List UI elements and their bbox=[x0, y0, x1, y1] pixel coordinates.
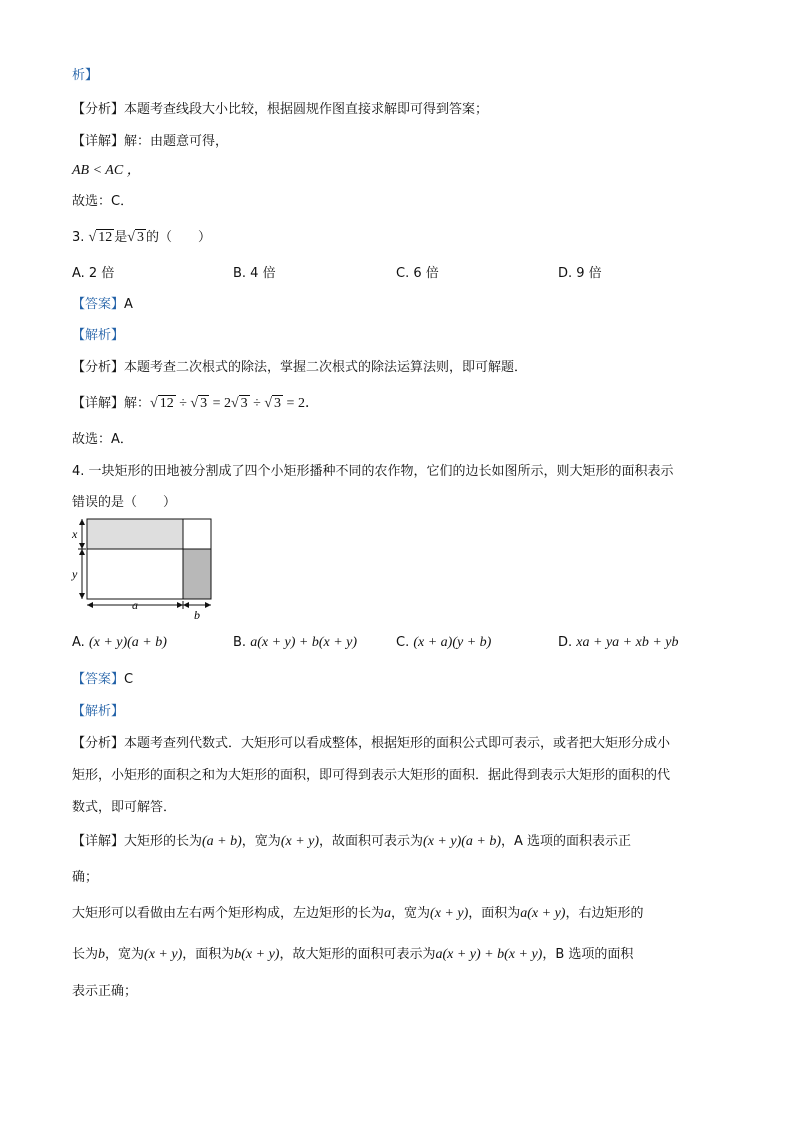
q4-analysis-1: 【分析】本题考查列代数式．大矩形可以看成整体，根据矩形的面积公式即可表示，或者把大矩形分成小 bbox=[72, 736, 671, 751]
q4-detail-3: 大矩形可以看做由左右两个矩形构成，左边矩形的长为a，宽为(x + y)，面积为a(x + y)，右边矩形的 bbox=[72, 906, 644, 921]
q3-jiexi: 【解析】 bbox=[72, 328, 125, 343]
sqrt-3: √ 3 bbox=[127, 230, 144, 245]
q3-detail: 【详解】解：√ 12 ÷ √ 3 = 2√ 3 ÷ √ 3 = 2． bbox=[72, 396, 319, 411]
q3-choice: 故选：A． bbox=[72, 432, 133, 447]
q4-detail-2: 确； bbox=[72, 870, 99, 885]
q3-analysis: 【分析】本题考查二次根式的除法，掌握二次根式的除法运算法则，即可解题． bbox=[72, 360, 528, 375]
bottom-right-rect bbox=[183, 549, 211, 599]
question-3: 3. √ 12 是√ 3 的（ ） bbox=[72, 230, 211, 245]
inequality: AB < AC ， bbox=[72, 163, 141, 178]
label-y: y bbox=[72, 567, 78, 581]
label-b: b bbox=[194, 608, 200, 622]
analysis-prev: 【分析】本题考查线段大小比较，根据圆规作图直接求解即可得到答案； bbox=[72, 102, 489, 117]
section-label: 析】 bbox=[72, 68, 99, 83]
q4-analysis-2: 矩形，小矩形的面积之和为大矩形的面积，即可得到表示大矩形的面积．据此得到表示大矩形的面积的代 bbox=[72, 768, 671, 783]
q3-option-c: C. 6 倍 bbox=[396, 266, 439, 281]
question-4-line1: 4. 一块矩形的田地被分割成了四个小矩形播种不同的农作物，它们的边长如图所示，则大矩形的面积表示 bbox=[72, 464, 674, 479]
q4-detail-5: 表示正确； bbox=[72, 984, 138, 999]
q4-answer: 【答案】C bbox=[72, 672, 134, 687]
q3-option-b: B. 4 倍 bbox=[233, 266, 276, 281]
q3-option-d: D. 9 倍 bbox=[558, 266, 602, 281]
rectangle-figure bbox=[70, 514, 220, 624]
q4-option-b: B. a(x + y) + b(x + y) bbox=[233, 635, 358, 650]
q4-option-d: D. xa + ya + xb + yb bbox=[558, 635, 679, 650]
q4-analysis-3: 数式，即可解答． bbox=[72, 800, 177, 815]
top-left-rect bbox=[87, 519, 183, 549]
q4-option-c: C. (x + a)(y + b) bbox=[396, 635, 492, 650]
q4-option-a: A. (x + y)(a + b) bbox=[72, 635, 167, 650]
top-right-rect bbox=[183, 519, 211, 549]
q4-detail-1: 【详解】大矩形的长为(a + b)，宽为(x + y)，故面积可表示为(x + y)(a + b)，A 选项的面积表示正 bbox=[72, 834, 632, 849]
question-4-line2: 错误的是（ ） bbox=[72, 495, 177, 510]
q3-option-a: A. 2 倍 bbox=[72, 266, 115, 281]
label-a: a bbox=[132, 598, 138, 612]
q4-detail-4: 长为b，宽为(x + y)，面积为b(x + y)，故大矩形的面积可表示为a(x + y) + b(x + y)，B 选项的面积 bbox=[72, 947, 634, 962]
q4-jiexi: 【解析】 bbox=[72, 704, 125, 719]
bottom-left-rect bbox=[87, 549, 183, 599]
sqrt-12: √ 12 bbox=[88, 230, 113, 245]
detail-prev: 【详解】解：由题意可得， bbox=[72, 134, 229, 149]
answer-prev: 故选：C． bbox=[72, 194, 134, 209]
q3-answer: 【答案】A bbox=[72, 297, 133, 312]
label-x: x bbox=[72, 527, 78, 541]
